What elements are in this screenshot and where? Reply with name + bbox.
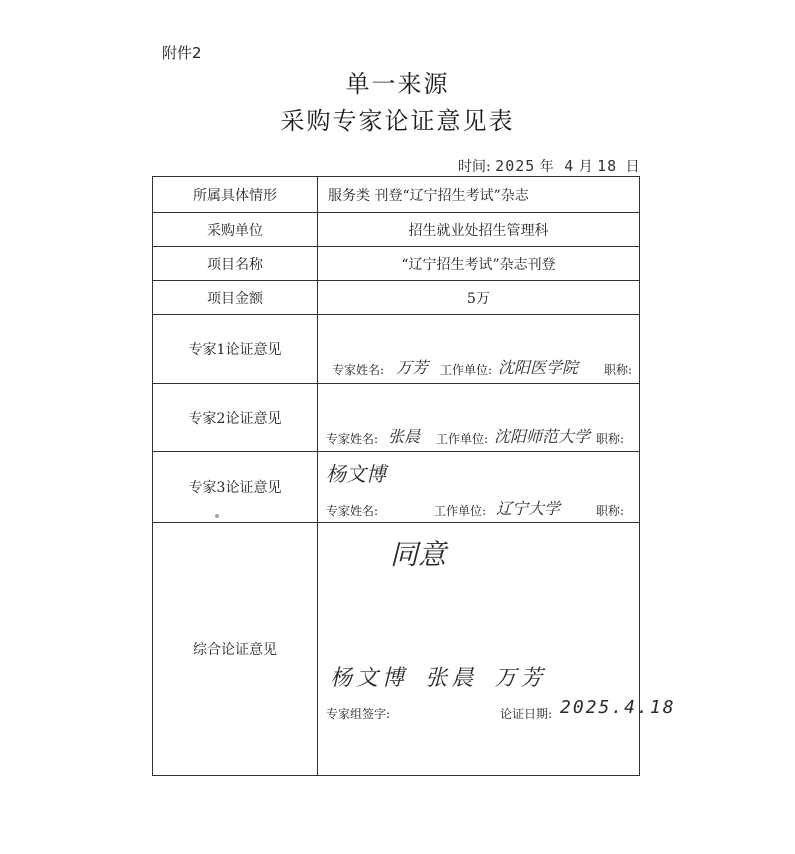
expert3-title-label: 职称: bbox=[596, 504, 625, 518]
table-row bbox=[153, 247, 640, 281]
table-row bbox=[153, 177, 640, 213]
date-label: 时间: bbox=[458, 159, 491, 175]
expert1-name-label: 专家姓名: bbox=[332, 363, 385, 377]
date-day-unit: 日 bbox=[625, 159, 640, 175]
review-date-label: 论证日期: bbox=[500, 707, 553, 721]
expert1-unit-signature: 沈阳医学院 bbox=[498, 358, 579, 377]
date-day: 18 bbox=[597, 157, 618, 175]
table-row bbox=[153, 213, 640, 247]
expert3-label: 专家3论证意见 bbox=[188, 480, 282, 496]
summary-cell bbox=[318, 523, 676, 776]
expert2-unit-signature: 沈阳师范大学 bbox=[494, 427, 591, 446]
expert2-name-signature: 张晨 bbox=[388, 427, 421, 446]
situation-label: 所属具体情形 bbox=[153, 177, 318, 213]
expert3-unit-signature: 辽宁大学 bbox=[496, 499, 561, 518]
situation-value: 服务类 刊登“辽宁招生考试”杂志 bbox=[318, 177, 640, 213]
summary-label: 综合论证意见 bbox=[153, 523, 318, 776]
expert1-title-label: 职称: bbox=[604, 363, 633, 377]
table-row bbox=[153, 315, 640, 384]
table-row bbox=[153, 523, 640, 776]
document-subtitle: 采购专家论证意见表 bbox=[280, 107, 515, 135]
date-month-unit: 月 bbox=[578, 159, 593, 175]
expert3-cell bbox=[318, 452, 640, 523]
expert3-name-label: 专家姓名: bbox=[326, 504, 379, 518]
project-label: 项目名称 bbox=[153, 247, 318, 281]
project-value: “辽宁招生考试”杂志刊登 bbox=[318, 247, 640, 281]
expert2-name-label: 专家姓名: bbox=[326, 432, 379, 446]
expert3-unit-label: 工作单位: bbox=[434, 504, 487, 518]
summary-opinion: 同意 bbox=[390, 538, 447, 571]
expert2-cell bbox=[318, 384, 640, 452]
expert3-opinion-signature: 杨文博 bbox=[326, 462, 386, 486]
expert1-label: 专家1论证意见 bbox=[153, 315, 318, 384]
date-year-unit: 年 bbox=[539, 159, 554, 175]
expert1-unit-label: 工作单位: bbox=[440, 363, 493, 377]
summary-signatures: 杨文博 张晨 万芳 bbox=[330, 666, 547, 691]
review-form-table bbox=[152, 176, 676, 776]
table-row bbox=[153, 384, 640, 452]
unit-value: 招生就业处招生管理科 bbox=[318, 213, 640, 247]
date-month: 4 bbox=[564, 157, 575, 175]
expert2-title-label: 职称: bbox=[596, 432, 625, 446]
table-row bbox=[153, 452, 640, 523]
unit-label: 采购单位 bbox=[153, 213, 318, 247]
expert2-unit-label: 工作单位: bbox=[436, 432, 489, 446]
expert1-cell bbox=[318, 315, 640, 384]
date-year: 2025 bbox=[495, 157, 536, 175]
paper-stain bbox=[215, 514, 219, 518]
expert2-label: 专家2论证意见 bbox=[153, 384, 318, 452]
expert1-name-signature: 万芳 bbox=[396, 358, 429, 377]
date-line bbox=[458, 156, 640, 176]
document-title: 单一来源 bbox=[345, 70, 450, 98]
attachment-label: 附件2 bbox=[162, 44, 202, 62]
amount-label: 项目金额 bbox=[153, 281, 318, 315]
group-sign-label: 专家组签字: bbox=[326, 707, 391, 721]
amount-value: 5万 bbox=[318, 281, 640, 315]
expert3-label-cell bbox=[153, 452, 318, 523]
review-date-value: 2025.4.18 bbox=[560, 697, 676, 718]
table-row bbox=[153, 281, 640, 315]
